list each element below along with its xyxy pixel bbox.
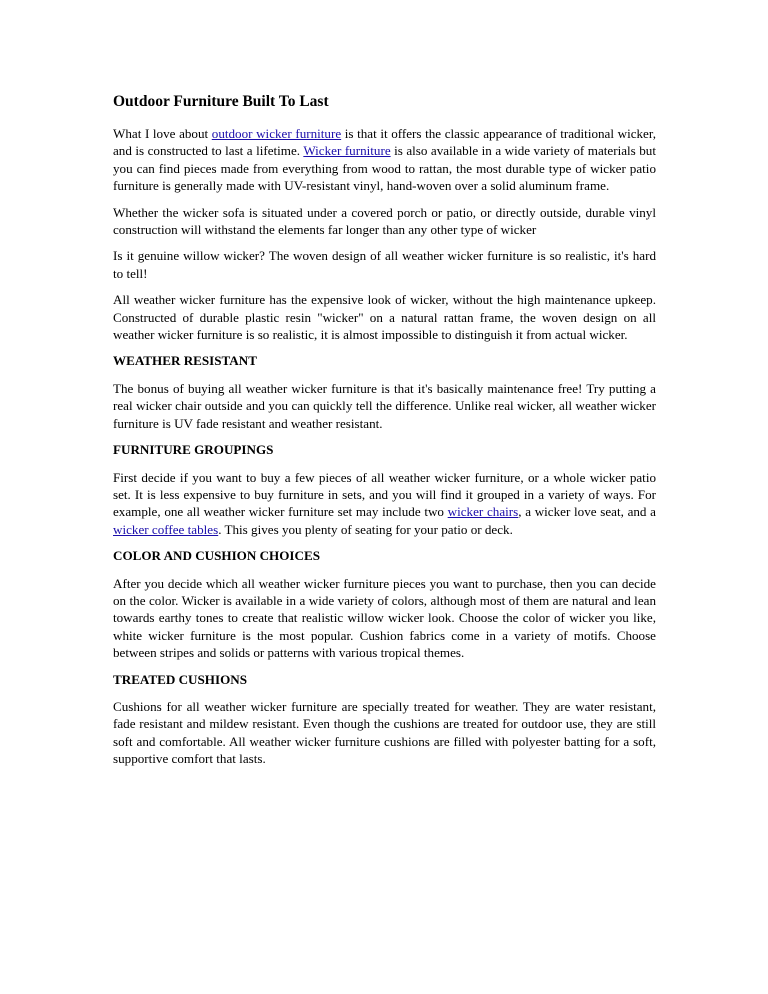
wicker-furniture-link[interactable]: Wicker furniture (303, 143, 391, 159)
weather-resistant-paragraph: The bonus of buying all weather wicker furniture is that it's basically maintenance free! Try putting a real wicker chair outside and you can quickly tell the difference. Unlike real wicker, all weather wicker furniture is UV fade resistant and weather resistant. (113, 380, 656, 431)
expensive-look-paragraph: All weather wicker furniture has the expensive look of wicker, without the high maintenance upkeep. Constructed of durable plastic resin "wicker" on a natural rattan frame, the woven design on all weather wicker furniture is so realistic, it is almost impossible to distinguish it from actual wicker. (113, 292, 656, 343)
color-cushion-paragraph: After you decide which all weather wicker furniture pieces you want to purchase, then you can decide on the color. Wicker is available in a wide variety of colors, although most of them are natural and lean towards earthy tones to create that realistic willow wicker look. Choose the color of wicker you like, white wicker furniture is the most popular. Cushion fabrics come in a variety of motifs. Choose between stripes and solids or patterns with various tropical themes. (113, 575, 656, 661)
color-cushion-heading: COLOR AND CUSHION CHOICES (113, 548, 320, 564)
genuine-wicker-paragraph: Is it genuine willow wicker? The woven design of all weather wicker furniture is so realistic, it's hard to tell! (113, 248, 656, 281)
weather-resistant-heading: WEATHER RESISTANT (113, 353, 257, 369)
sofa-paragraph: Whether the wicker sofa is situated under a covered porch or patio, or directly outside, durable vinyl construction will withstand the elements far longer than any other type of wicker (113, 204, 656, 238)
furniture-groupings-paragraph (113, 469, 656, 539)
groupings-text-1: First decide if you want to buy a few pieces of all weather wicker furniture, or a whole wicker patio set. It is less expensive to buy furniture in sets, and you will find it grouped in a variety of ways. For example, one all weather wicker furniture set may include two (113, 469, 656, 520)
treated-cushions-heading: TREATED CUSHIONS (113, 671, 247, 687)
document-page (113, 93, 656, 777)
intro-text-3: is also available in a wide variety of materials but you can find pieces made from everything from wood to rattan, the most durable type of wicker patio furniture is generally made with UV-resistant vinyl, hand-woven over a solid aluminum frame. (113, 143, 656, 194)
treated-cushions-paragraph: Cushions for all weather wicker furniture are specially treated for weather. They are water resistant, fade resistant and mildew resistant. Even though the cushions are treated for outdoor use, they are still soft and comfortable. All weather wicker furniture cushions are filled with polyester batting for a soft, supportive comfort that lasts. (113, 698, 656, 767)
outdoor-wicker-furniture-link[interactable]: outdoor wicker furniture (211, 126, 342, 141)
groupings-text-3: . This gives you plenty of seating for your patio or deck. (218, 521, 513, 537)
intro-text-1: What I love about (113, 126, 212, 141)
furniture-groupings-heading: FURNITURE GROUPINGS (113, 442, 274, 458)
intro-text-2: is that it offers the classic appearance of traditional wicker, and is constructed to last a lifetime. (113, 126, 656, 159)
groupings-text-2: , a wicker love seat, and a (518, 504, 656, 520)
wicker-coffee-tables-link[interactable]: wicker coffee tables (113, 521, 219, 537)
page-title: Outdoor Furniture Built To Last (113, 93, 329, 110)
wicker-chairs-link[interactable]: wicker chairs (447, 504, 519, 520)
intro-paragraph (113, 125, 656, 195)
